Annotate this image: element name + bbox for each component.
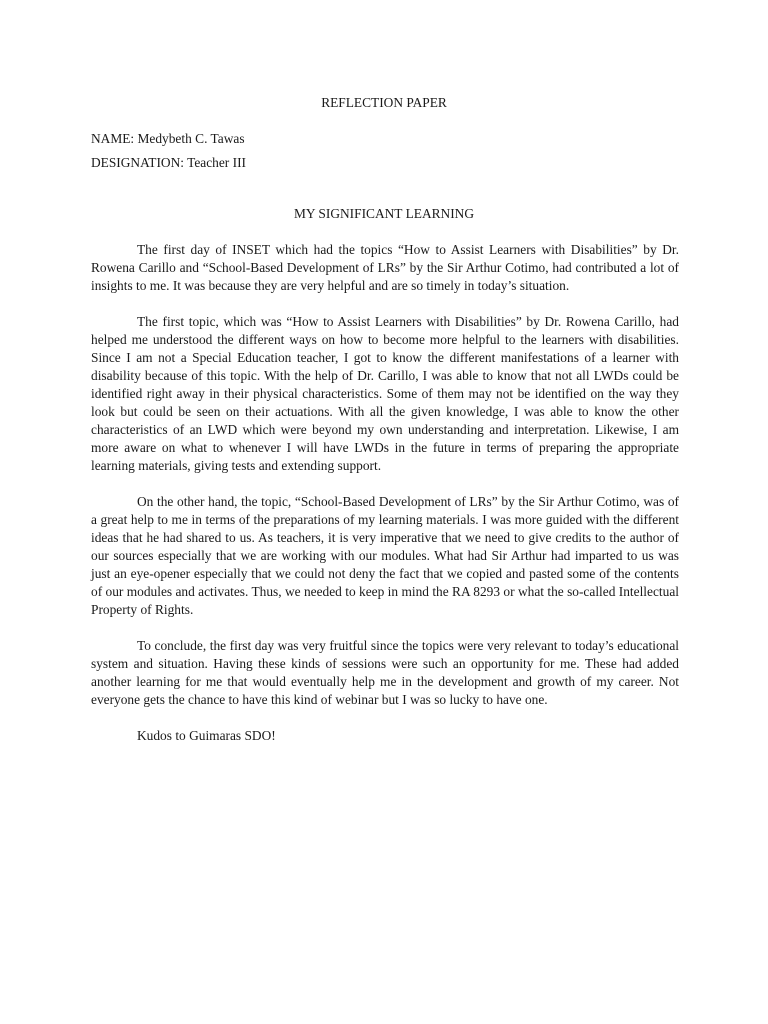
document-body	[91, 241, 679, 745]
section-heading: MY SIGNIFICANT LEARNING	[293, 206, 475, 221]
name-line: NAME: Medybeth C. Tawas	[91, 131, 245, 146]
author-info	[91, 130, 246, 178]
closing-line: Kudos to Guimaras SDO!	[137, 728, 276, 743]
document-title: REFLECTION PAPER	[321, 95, 447, 110]
paragraph-conclusion: To conclude, the first day was very fruitful since the topics were very relevant to today’s educational system and situation. Having these kinds of sessions were such an opportunity for me. These had added another learning for me that would eventually help me in the development and growth of my career. Not everyone gets the chance to have this kind of webinar but I was so lucky to have one.	[91, 638, 679, 707]
paragraph-intro: The first day of INSET which had the topics “How to Assist Learners with Disabilities” by Dr. Rowena Carillo and “School-Based Development of LRs” by the Sir Arthur Cotimo, had contributed a lot of insights to me. It was because they are very helpful and are so timely in today’s situation.	[91, 242, 679, 293]
paragraph-first-topic: The first topic, which was “How to Assist Learners with Disabilities” by Dr. Rowena Carillo, had helped me understood the different ways on how to become more helpful to the learners with disabilities. Since I am not a Special Education teacher, I got to know the different manifestations of a learner with disability because of this topic. With the help of Dr. Carillo, I was able to know that not all LWDs could be identified right away in their physical characteristics. Some of them may not be identified on the way they look but could be seen on their actuations. With all the given knowledge, I was able to know the other characteristics of an LWD which were beyond my own understanding and interpretation. Likewise, I am more aware on what to whenever I will have LWDs in the future in terms of preparing the appropriate learning materials, giving tests and extending support.	[91, 314, 679, 473]
designation-line: DESIGNATION: Teacher III	[91, 155, 246, 170]
paragraph-second-topic: On the other hand, the topic, “School-Based Development of LRs” by the Sir Arthur Cotimo, was of a great help to me in terms of the preparations of my learning materials. I was more guided with the different ideas that he had shared to us. As teachers, it is very imperative that we need to give credits to the author of our sources especially that we are working with our modules. What had Sir Arthur had imparted to us was just an eye-opener especially that we could not deny the fact that we copied and pasted some of the contents of our modules and activates. Thus, we needed to keep in mind the RA 8293 or what the so-called Intellectual Property of Rights.	[91, 494, 679, 617]
